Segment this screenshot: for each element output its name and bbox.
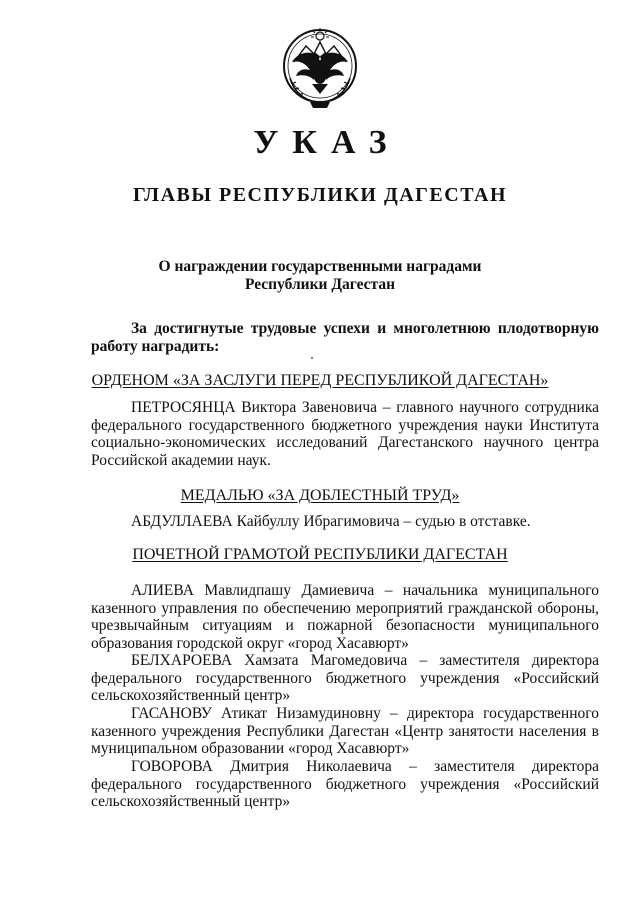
awardee-entry: ГАСАНОВУ Атикат Низамудиновну – директора государственного казенного учреждения Республики Дагестан «Центр занятости населения в муниципальном образовании «город Хасавюрт»	[91, 705, 599, 757]
awardee-entry: АЛИЕВА Мавлидпашу Дамиевича – начальника муниципального казенного управления по обеспечению мероприятий гражданской обороны, чрезвычайным ситуациям и пожарной безопасности муниципального образования городской округ «город Хасавюрт»	[91, 582, 599, 652]
award-heading-medal: МЕДАЛЬЮ «ЗА ДОБЛЕСТНЫЙ ТРУД»	[180, 487, 460, 504]
coat-of-arms-emblem	[280, 22, 360, 122]
award-heading-order: ОРДЕНОМ «ЗА ЗАСЛУГИ ПЕРЕД РЕСПУБЛИКОЙ ДАГЕСТАН»	[91, 372, 549, 389]
decree-title: УКАЗ	[253, 124, 401, 161]
decree-issuer: ГЛАВЫ РЕСПУБЛИКИ ДАГЕСТАН	[132, 184, 508, 206]
preamble-text: За достигнутые трудовые успехи и многолетнюю плодотворную работу наградить:	[91, 320, 599, 355]
subject-line-2: Республики Дагестан	[244, 276, 396, 293]
awardee-entry: БЕЛХАРОЕВА Хамзата Магомедовича – заместителя директора федерального государственного бюджетного учреждения «Российский сельскохозяйственный центр»	[91, 652, 599, 704]
award-heading-certificate: ПОЧЕТНОЙ ГРАМОТОЙ РЕСПУБЛИКИ ДАГЕСТАН	[132, 546, 508, 563]
subject-line-1: О награждении государственными наградами	[158, 258, 482, 275]
decree-subject	[0, 258, 640, 294]
awardee-entry: ПЕТРОСЯНЦА Виктора Завеновича – главного научного сотрудника федерального государственного бюджетного учреждения науки Института социально-экономических исследований Дагестанского научного центра Российской академии наук.	[91, 399, 599, 469]
scan-speck	[311, 357, 313, 359]
awardee-entry: ГОВОРОВА Дмитрия Николаевича – заместителя директора федерального государственного бюджетного учреждения «Российский сельскохозяйственный центр»	[91, 758, 599, 810]
awardee-entry: АБДУЛЛАЕВА Кайбуллу Ибрагимовича – судью в отставке.	[131, 513, 531, 530]
